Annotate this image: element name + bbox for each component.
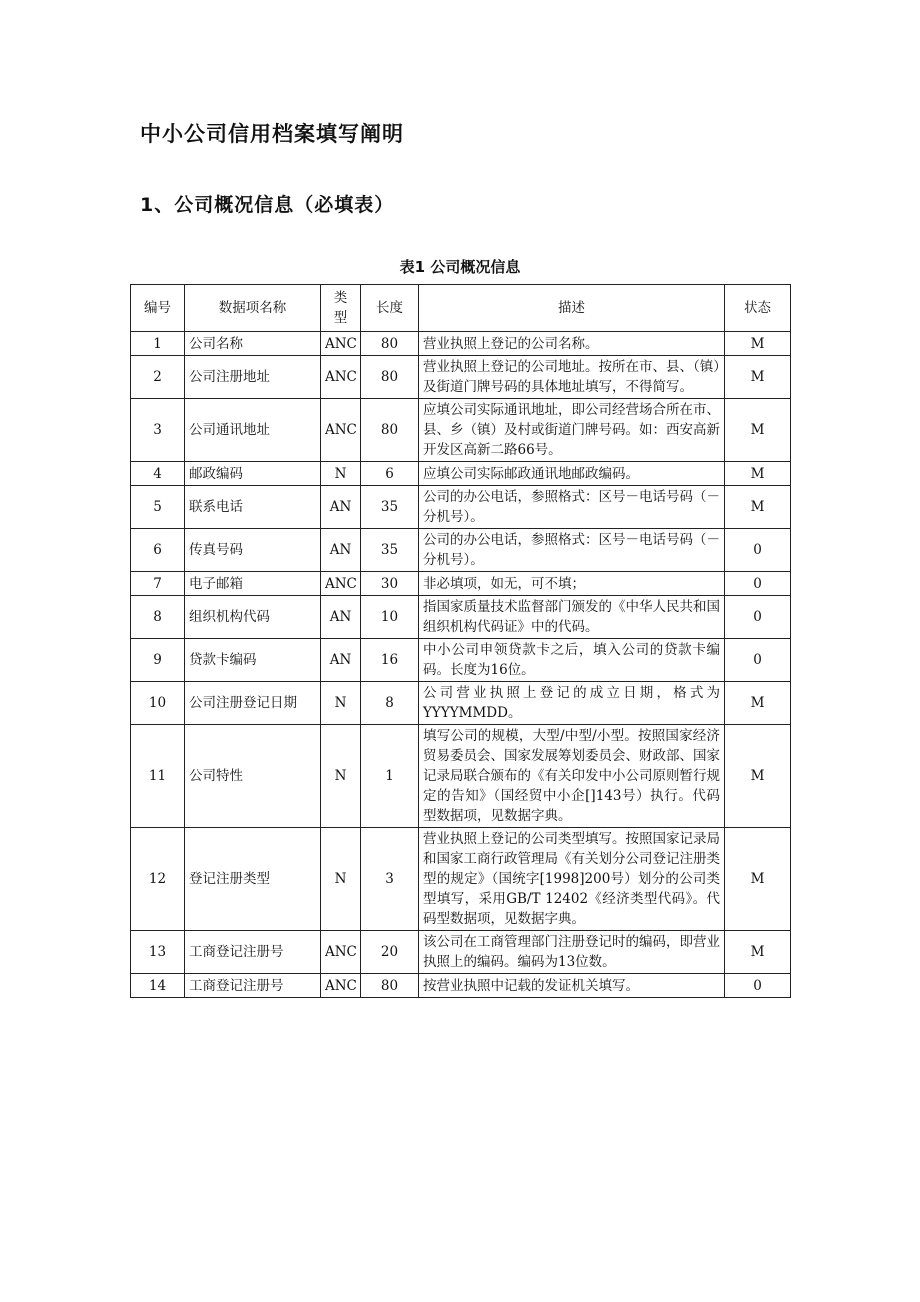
row-no: 11 [131, 725, 185, 828]
row-status: 0 [725, 639, 791, 682]
header-no: 编号 [131, 285, 185, 332]
row-status: 0 [725, 974, 791, 998]
row-name: 工商登记注册号 [185, 931, 321, 974]
section-heading: 1、公司概况信息（必填表） [140, 194, 395, 216]
row-status: 0 [725, 529, 791, 572]
header-length: 长度 [361, 285, 419, 332]
table-caption: 表1 公司概况信息 [399, 258, 521, 276]
row-no: 4 [131, 462, 185, 486]
row-description: 应填公司实际邮政通讯地邮政编码。 [419, 462, 725, 486]
row-description: 营业执照上登记的公司名称。 [419, 332, 725, 356]
row-name: 公司特性 [185, 725, 321, 828]
row-length: 80 [361, 332, 419, 356]
row-type: N [321, 828, 361, 931]
row-length: 80 [361, 974, 419, 998]
row-no: 3 [131, 399, 185, 462]
row-type: ANC [321, 931, 361, 974]
row-no: 14 [131, 974, 185, 998]
table-row [131, 529, 791, 572]
row-type: N [321, 725, 361, 828]
row-name: 贷款卡编码 [185, 639, 321, 682]
row-status: M [725, 725, 791, 828]
row-description: 应填公司实际通讯地址，即公司经营场合所在市、县、乡（镇）及村或街道门牌号码。如：西安高新开发区高新二路66号。 [419, 399, 725, 462]
row-status: M [725, 828, 791, 931]
row-length: 35 [361, 529, 419, 572]
row-name: 登记注册类型 [185, 828, 321, 931]
row-length: 6 [361, 462, 419, 486]
row-length: 80 [361, 399, 419, 462]
table-row [131, 399, 791, 462]
header-type: 类型 [321, 285, 361, 332]
row-length: 20 [361, 931, 419, 974]
row-length: 1 [361, 725, 419, 828]
row-description: 营业执照上登记的公司地址。按所在市、县、（镇）及街道门牌号码的具体地址填写，不得简写。 [419, 356, 725, 399]
row-length: 30 [361, 572, 419, 596]
row-status: M [725, 356, 791, 399]
row-no: 13 [131, 931, 185, 974]
row-type: AN [321, 596, 361, 639]
table-row [131, 828, 791, 931]
row-type: ANC [321, 572, 361, 596]
row-description: 该公司在工商管理部门注册登记时的编码，即营业执照上的编码。编码为13位数。 [419, 931, 725, 974]
row-type: N [321, 462, 361, 486]
table-row [131, 356, 791, 399]
row-status: M [725, 399, 791, 462]
row-no: 1 [131, 332, 185, 356]
row-type: ANC [321, 399, 361, 462]
row-description: 公司营业执照上登记的成立日期，格式为YYYYMMDD。 [419, 682, 725, 725]
row-no: 10 [131, 682, 185, 725]
row-description: 公司的办公电话，参照格式：区号－电话号码（－分机号）。 [419, 486, 725, 529]
header-name: 数据项名称 [185, 285, 321, 332]
row-type: AN [321, 486, 361, 529]
table-row [131, 931, 791, 974]
header-description: 描述 [419, 285, 725, 332]
row-name: 传真号码 [185, 529, 321, 572]
document-title: 中小公司信用档案填写阐明 [140, 122, 404, 146]
row-length: 3 [361, 828, 419, 931]
table-row [131, 462, 791, 486]
row-type: ANC [321, 332, 361, 356]
row-status: M [725, 486, 791, 529]
row-description: 营业执照上登记的公司类型填写。按照国家记录局和国家工商行政管理局《有关划分公司登记注册类型的规定》（国统字[1998]200号）划分的公司类型填写，采用GB/T 12402《经济类型代码》。代码型数据项，见数据字典。 [419, 828, 725, 931]
row-description: 指国家质量技术监督部门颁发的《中华人民共和国组织机构代码证》中的代码。 [419, 596, 725, 639]
row-no: 7 [131, 572, 185, 596]
row-name: 组织机构代码 [185, 596, 321, 639]
row-description: 非必填项，如无，可不填； [419, 572, 725, 596]
row-length: 16 [361, 639, 419, 682]
table-row [131, 639, 791, 682]
row-description: 按营业执照中记载的发证机关填写。 [419, 974, 725, 998]
row-name: 电子邮箱 [185, 572, 321, 596]
row-no: 12 [131, 828, 185, 931]
table-header-row [131, 285, 791, 332]
row-name: 邮政编码 [185, 462, 321, 486]
row-status: 0 [725, 596, 791, 639]
header-status: 状态 [725, 285, 791, 332]
row-length: 10 [361, 596, 419, 639]
row-name: 公司通讯地址 [185, 399, 321, 462]
row-description: 填写公司的规模，大型/中型/小型。按照国家经济贸易委员会、国家发展筹划委员会、财政部、国家记录局联合颁布的《有关印发中小公司原则暂行规定的告知》（国经贸中小企[]143号）执行。代码型数据项，见数据字典。 [419, 725, 725, 828]
table-row [131, 682, 791, 725]
table-row [131, 974, 791, 998]
row-name: 公司名称 [185, 332, 321, 356]
row-no: 5 [131, 486, 185, 529]
row-name: 联系电话 [185, 486, 321, 529]
company-info-table [130, 284, 791, 998]
row-no: 8 [131, 596, 185, 639]
row-no: 9 [131, 639, 185, 682]
row-no: 6 [131, 529, 185, 572]
row-length: 80 [361, 356, 419, 399]
table-row [131, 572, 791, 596]
row-status: M [725, 462, 791, 486]
table-row [131, 596, 791, 639]
row-status: 0 [725, 572, 791, 596]
table-row [131, 332, 791, 356]
row-name: 公司注册地址 [185, 356, 321, 399]
row-status: M [725, 682, 791, 725]
row-description: 中小公司申领贷款卡之后，填入公司的贷款卡编码。长度为16位。 [419, 639, 725, 682]
row-length: 35 [361, 486, 419, 529]
row-name: 工商登记注册号 [185, 974, 321, 998]
row-type: N [321, 682, 361, 725]
row-name: 公司注册登记日期 [185, 682, 321, 725]
row-status: M [725, 931, 791, 974]
table-row [131, 486, 791, 529]
row-status: M [725, 332, 791, 356]
row-type: ANC [321, 356, 361, 399]
table-row [131, 725, 791, 828]
row-type: AN [321, 639, 361, 682]
row-length: 8 [361, 682, 419, 725]
row-no: 2 [131, 356, 185, 399]
row-description: 公司的办公电话，参照格式：区号－电话号码（－分机号）。 [419, 529, 725, 572]
row-type: ANC [321, 974, 361, 998]
row-type: AN [321, 529, 361, 572]
